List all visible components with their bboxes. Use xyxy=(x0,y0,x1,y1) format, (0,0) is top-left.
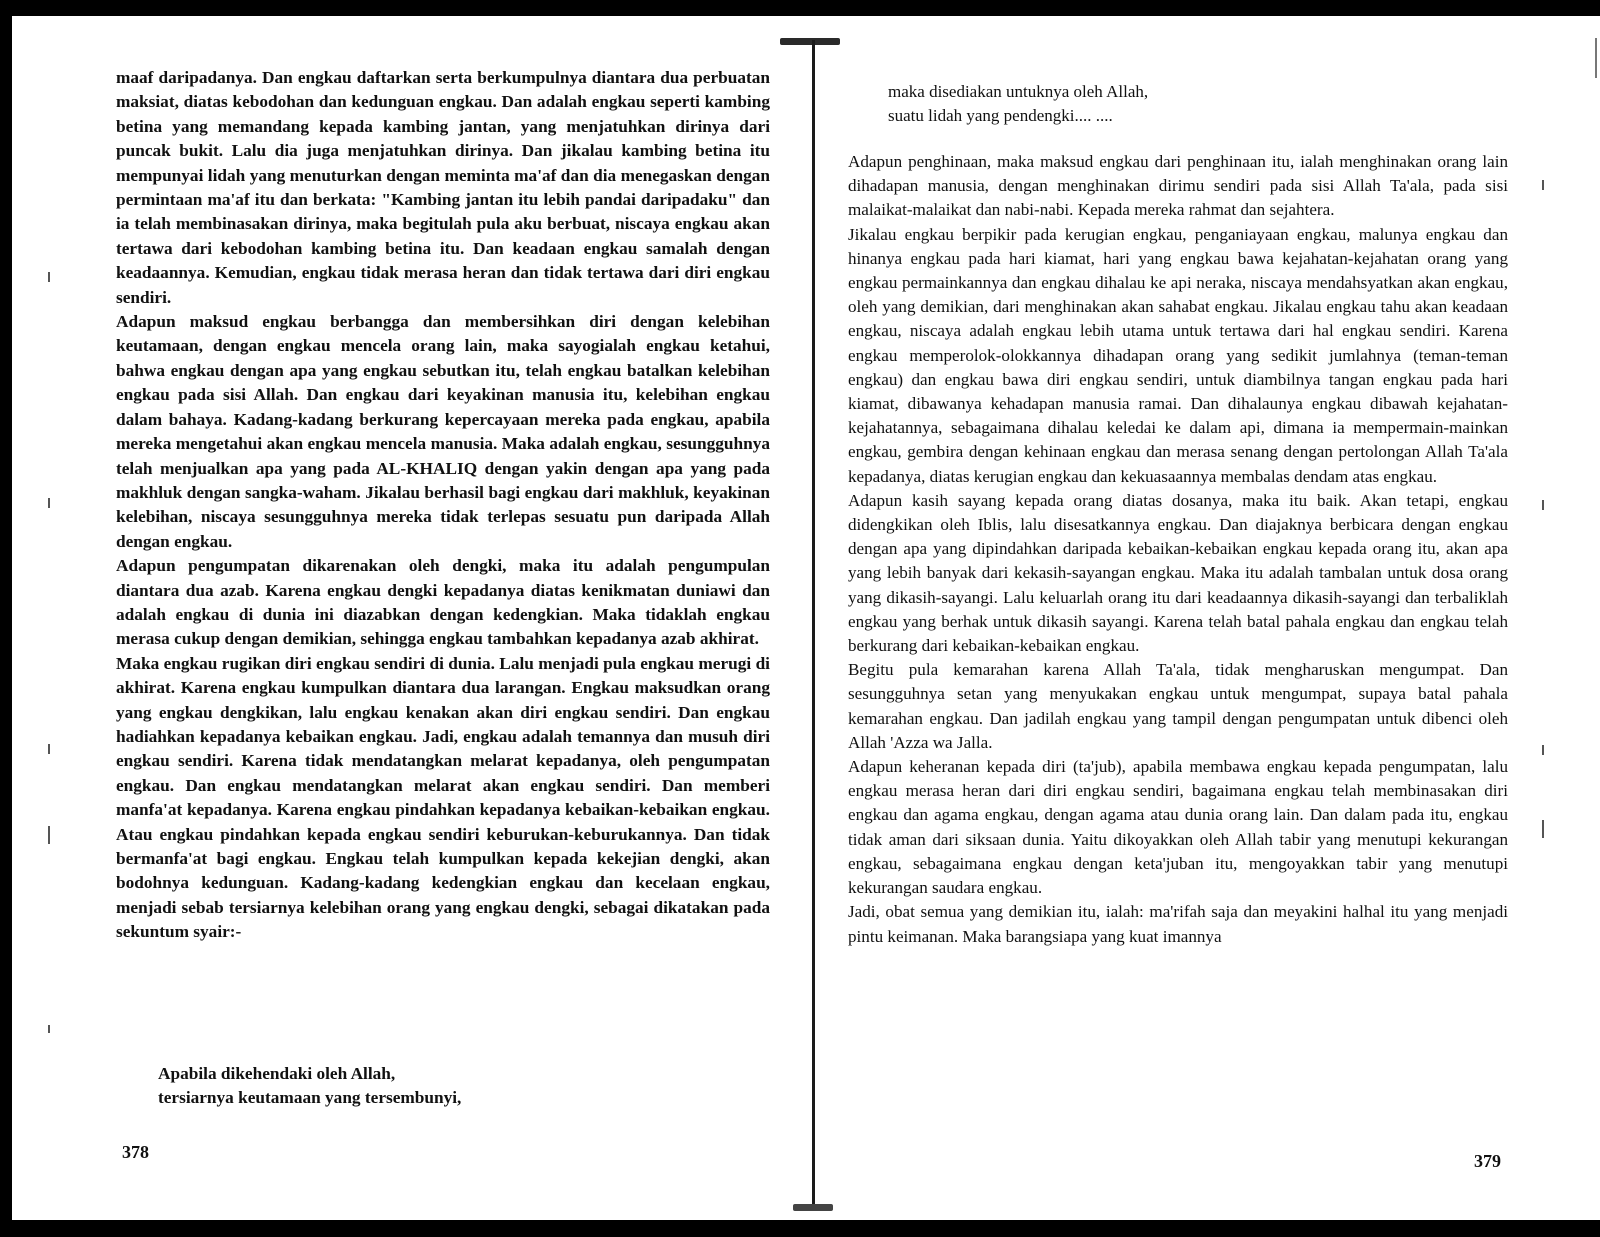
poem-line: suatu lidah yang pendengki.... .... xyxy=(888,106,1113,125)
paragraph: maaf daripadanya. Dan engkau daftarkan serta berkumpulnya diantara dua perbuatan maksiat, diatas kebodohan dan kedunguan engkau. Dan adalah engkau seperti kambing betina yang memandang kepada kambing jantan, yang menjatuhkan dirinya dari puncak bukit. Lalu dia juga menjatuhkan dirinya. Dan jikalau kambing betina itu mempunyai lidah yang menuturkan dengan meminta ma'af dan dia menegaskan dengan permintaan ma'af itu dan berkata: "Kambing jantan itu lebih pandai daripadaku" dan ia telah membinasakan dirinya, maka begitulah pula aku berbuat, niscaya engkau akan tertawa dari kebodohan kambing betina itu. Dan keadaan engkau samalah dengan keadaannya. Kemudian, engkau tidak merasa heran dan tidak tertawa dari diri engkau sendiri. xyxy=(116,68,770,307)
left-poem xyxy=(158,1062,578,1111)
margin-mark xyxy=(48,826,50,844)
paragraph: Adapun maksud engkau berbangga dan membersihkan diri dengan kelebihan keutamaan, dengan engkau mencela orang lain, maka sayogialah engkau ketahui, bahwa engkau dengan apa yang engkau sebutkan itu, telah engkau batalkan kelebihan engkau pada sisi Allah. Dan engkau dari keyakinan manusia itu, kelebihan engkau dalam bahaya. Kadang-kadang berkurang kepercayaan mereka pada engkau, apabila mereka mengetahui akan engkau mencela manusia. Maka adalah engkau, sesungguhnya telah menjualkan apa yang pada AL-KHALIQ dengan yakin dengan apa yang pada makhluk dengan sangka-waham. Jikalau berhasil bagi engkau dari makhluk, keyakinan kelebihan, niscaya sesungguhnya mereka tidak terlepas sesuatu pun daripada Allah dengan engkau. xyxy=(116,312,770,551)
binding-shadow-bottom xyxy=(793,1204,833,1211)
paragraph: Jikalau engkau berpikir pada kerugian engkau, penganiayaan engkau, malunya engkau dan hinanya engkau pada hari kiamat, hari yang engkau bawa kejahatan-kejahatan orang yang engkau permainkannya dan engkau dihalau ke api neraka, niscaya mendahsyatkan akan engkau, oleh yang demikian, dari menghinakan akan sahabat engkau. Jikalau engkau tahu akan keadaan engkau, niscaya adalah engkau lebih utama untuk tertawa dari hal engkau sendiri. Karena engkau memperolok-olokkannya dihadapan orang yang sedikit jumlahnya (teman-teman engkau) dan engkau bawa diri engkau sendiri, untuk diambilnya tangan engkau pada hari kiamat, dibawanya kehadapan manusia ramai. Dan dihalaunya engkau dibawah kejahatan-kejahatannya, sebagaimana dihalau keledai ke dalam api, dimana ia mempermain-mainkan engkau, gembira dengan kehinaan engkau dan merasa senang dengan pertolongan Allah Ta'ala kepadanya, diatas kerugian engkau dan kekuasaannya membalas dendam atas engkau. xyxy=(848,224,1508,486)
margin-mark xyxy=(48,498,50,508)
scan-border-bottom xyxy=(0,1220,1600,1237)
scan-border-top xyxy=(0,0,1600,16)
margin-mark xyxy=(48,744,50,754)
book-gutter xyxy=(812,40,815,1208)
margin-mark xyxy=(1542,180,1544,190)
paragraph: Adapun penghinaan, maka maksud engkau dari penghinaan itu, ialah menghinakan orang lain dihadapan manusia, dengan menghinakan dirimu sendiri pada sisi Allah Ta'ala, pada sisi malaikat-malaikat dan nabi-nabi. Kepada mereka rahmat dan sejahtera. xyxy=(848,152,1508,220)
paragraph: Jadi, obat semua yang demikian itu, ialah: ma'rifah saja dan meyakini halhal itu yang menjadi pintu keimanan. Maka barangsiapa yang kuat imannya xyxy=(848,902,1508,946)
poem-line: tersiarnya keutamaan yang tersembunyi, xyxy=(158,1088,462,1108)
page-number-right: 379 xyxy=(1474,1151,1501,1171)
right-poem xyxy=(888,80,1308,128)
poem-line: Apabila dikehendaki oleh Allah, xyxy=(158,1064,396,1083)
paragraph: Adapun kasih sayang kepada orang diatas dosanya, maka itu baik. Akan tetapi, engkau didengkikan oleh Iblis, lalu disesatkannya engkau. Dan diajaknya berbicara dengan engkau dengan apa yang dipindahkan daripada kebaikan-kebaikan engkau kepada orang itu, akan apa yang lebih banyak dari kekasih-sayangan engkau. Maka itu adalah tambalan untuk dosa orang yang dikasih-sayangi. Lalu keluarlah orang itu dari keadaannya dikasih-sayangi dan terbaliklah engkau yang berhak untuk dikasih sayangi. Karena telah batal pahala engkau dan engkau telah berkurang dari kebaikan-kebaikan engkau. xyxy=(848,490,1508,656)
binding-shadow-top xyxy=(780,38,840,45)
right-page-body xyxy=(848,150,1508,949)
poem-line: maka disediakan untuknya oleh Allah, xyxy=(888,82,1149,101)
page-number-left: 378 xyxy=(122,1142,149,1162)
paragraph: Begitu pula kemarahan karena Allah Ta'ala, tidak mengharuskan mengumpat. Dan sesungguhnya setan yang menyukakan engkau untuk mengumpat, supaya batal pahala kemarahan engkau. Dan jadilah engkau yang tampil dengan pengumpatan untuk dibenci oleh Allah 'Azza wa Jalla. xyxy=(848,660,1508,752)
margin-mark xyxy=(1542,745,1544,755)
margin-mark xyxy=(48,272,50,282)
left-page-body xyxy=(116,66,770,945)
page-edge-mark xyxy=(1595,38,1597,78)
margin-mark xyxy=(48,1025,50,1033)
margin-mark xyxy=(1542,500,1544,510)
paragraph: Adapun pengumpatan dikarenakan oleh dengki, maka itu adalah pengumpulan diantara dua azab. Karena engkau dengki kepadanya diatas kenikmatan duniawi dan adalah engkau di dunia ini diazabkan dengan kedengkian. Maka tidaklah engkau merasa cukup dengan demikian, sehingga engkau tambahkan kepadanya azab akhirat. xyxy=(116,556,770,649)
paragraph: Maka engkau rugikan diri engkau sendiri di dunia. Lalu menjadi pula engkau merugi di akhirat. Karena engkau kumpulkan diantara dua larangan. Engkau maksudkan orang yang engkau dengkikan, lalu engkau kenakan akan diri engkau sendiri. Dan engkau hadiahkan kepadanya kebaikan engkau. Jadi, engkau adalah temannya dan musuh diri engkau sendiri. Karena tidak mendatangkan melarat kepadanya, oleh pengumpatan engkau. Dan engkau mendatangkan melarat akan engkau sendiri. Dan memberi manfa'at kepadanya. Karena engkau pindahkan kepadanya kebaikan-kebaikan engkau. Atau engkau pindahkan kepada engkau sendiri keburukan-keburukannya. Dan tidak bermanfa'at bagi engkau. Engkau telah kumpulkan kepada kekejian dengki, akan bodohnya kedunguan. Kadang-kadang kedengkian engkau dan kecelaan engkau, menjadi sebab tersiarnya kelebihan orang yang engkau dengki, sebagai dikatakan pada sekuntum syair:- xyxy=(116,653,770,942)
scan-border-left xyxy=(0,0,12,1237)
margin-mark xyxy=(1542,820,1544,838)
paragraph: Adapun keheranan kepada diri (ta'jub), apabila membawa engkau kepada pengumpatan, lalu engkau merasa heran dari diri engkau sendiri, bagaimana engkau telah membinasakan diri engkau dan agama engkau, dengan agama atau dunia orang lain. Dan dalam pada itu, engkau tidak aman dari siksaan dunia. Yaitu dikoyakkan oleh Allah tabir yang menutupi kekurangan engkau, sebagaimana engkau dengan keta'juban itu, mengoyakkan tabir yang menutupi kekurangan saudara engkau. xyxy=(848,757,1508,898)
